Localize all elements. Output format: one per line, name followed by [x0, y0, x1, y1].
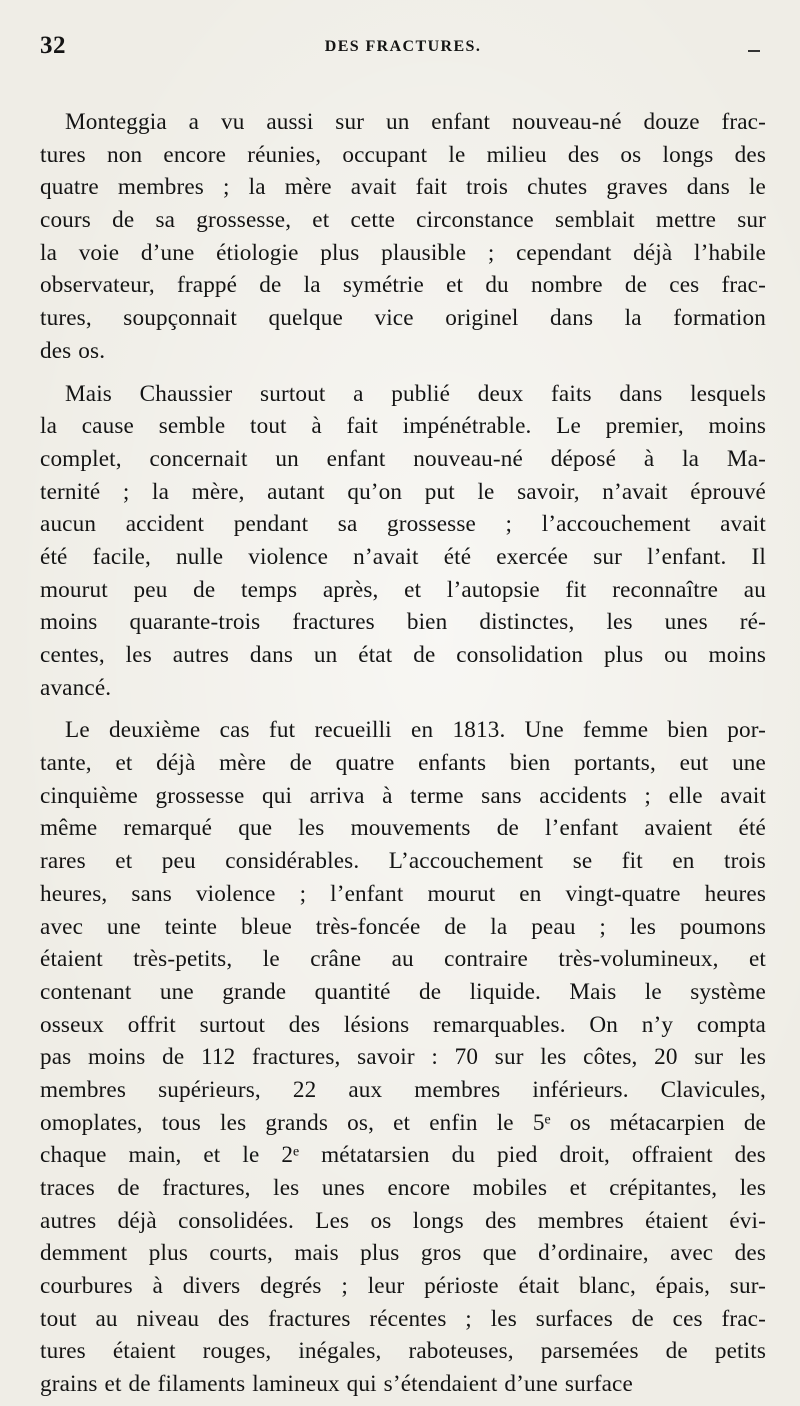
text-line: Mais Chaussier surtout a publié deux faits dans lesquels	[65, 380, 766, 407]
body-text	[40, 106, 766, 1401]
text-line: membres supérieurs, 22 aux membres inférieurs. Clavicules,	[40, 1076, 766, 1103]
text-line: observateur, frappé de la symétrie et du nombre de ces frac-	[40, 272, 766, 299]
text-line: traces de fractures, les unes encore mobiles et crépitantes, les	[40, 1175, 766, 1201]
text-line: la voie d’une étiologie plus plausible ; cependant déjà l’habile	[40, 239, 766, 266]
text-line: tures étaient rouges, inégales, raboteuses, parsemées de petits	[40, 1338, 766, 1365]
text-line: été facile, nulle violence n’avait été exercée sur l’enfant. Il	[40, 543, 766, 570]
text-line: tures, soupçonnait quelque vice originel dans la formation	[40, 305, 766, 332]
paragraph-1	[40, 106, 766, 368]
text-line: ternité ; la mère, autant qu’on put le savoir, n’avait éprouvé	[40, 478, 766, 505]
paragraph-2	[40, 378, 766, 705]
text-line: cinquième grossesse qui arriva à terme sans accidents ; elle avait	[40, 782, 766, 809]
text-line: centes, les autres dans un état de consolidation plus ou moins	[40, 642, 766, 668]
text-line: courbures à divers degrés ; leur périoste était blanc, épais, sur-	[40, 1273, 766, 1300]
text-line: tout au niveau des fractures récentes ; les surfaces de ces frac-	[40, 1305, 766, 1332]
text-line: rares et peu considérables. L’accouchement se fit en trois	[40, 848, 766, 875]
text-line: étaient très-petits, le crâne au contraire très-volumineux, et	[40, 946, 766, 973]
running-title: DES FRACTURES.	[324, 38, 482, 55]
text-line: des os.	[40, 337, 106, 364]
text-line: contenant une grande quantité de liquide. Mais le système	[40, 978, 766, 1005]
header-dash	[748, 50, 760, 52]
running-head	[40, 30, 766, 70]
paragraph-3	[40, 714, 766, 1400]
text-line: aucun accident pendant sa grossesse ; l’accouchement avait	[40, 511, 766, 538]
text-line: demment plus courts, mais plus gros que d’ordinaire, avec des	[40, 1240, 766, 1267]
text-line: complet, concernait un enfant nouveau-né déposé à la Ma-	[40, 445, 766, 472]
text-line: quatre membres ; la mère avait fait trois chutes graves dans le	[40, 174, 766, 201]
text-line: osseux offrit surtout des lésions remarquables. On n’y compta	[40, 1011, 766, 1038]
text-line: la cause semble tout à fait impénétrable. Le premier, moins	[40, 413, 766, 440]
text-line: pas moins de 112 fractures, savoir : 70 sur les côtes, 20 sur les	[40, 1044, 766, 1071]
text-line: moins quarante-trois fractures bien distinctes, les unes ré-	[40, 609, 766, 636]
text-line: avec une teinte bleue très-foncée de la peau ; les poumons	[40, 913, 766, 940]
text-line: même remarqué que les mouvements de l’enfant avaient été	[40, 815, 766, 842]
text-line: Le deuxième cas fut recueilli en 1813. Une femme bien por-	[65, 717, 766, 744]
page-number: 32	[40, 32, 66, 59]
text-line: heures, sans violence ; l’enfant mourut en vingt-quatre heures	[40, 880, 766, 907]
text-line: omoplates, tous les grands os, et enfin le 5ᵉ os métacarpien de	[40, 1109, 766, 1136]
text-line: grains et de filaments lamineux qui s’étendaient d’une surface	[40, 1371, 633, 1398]
text-line: Monteggia a vu aussi sur un enfant nouveau-né douze frac-	[65, 109, 766, 135]
text-line: chaque main, et le 2ᵉ métatarsien du pied droit, offraient des	[40, 1142, 766, 1169]
text-line: mourut peu de temps après, et l’autopsie fit reconnaître au	[40, 576, 766, 603]
text-line: tante, et déjà mère de quatre enfants bien portants, eut une	[40, 750, 766, 777]
text-line: avancé.	[40, 674, 112, 701]
text-line: tures non encore réunies, occupant le milieu des os longs des	[40, 141, 766, 168]
text-line: cours de sa grossesse, et cette circonstance semblait mettre sur	[40, 207, 766, 234]
text-line: autres déjà consolidées. Les os longs des membres étaient évi-	[40, 1207, 766, 1234]
